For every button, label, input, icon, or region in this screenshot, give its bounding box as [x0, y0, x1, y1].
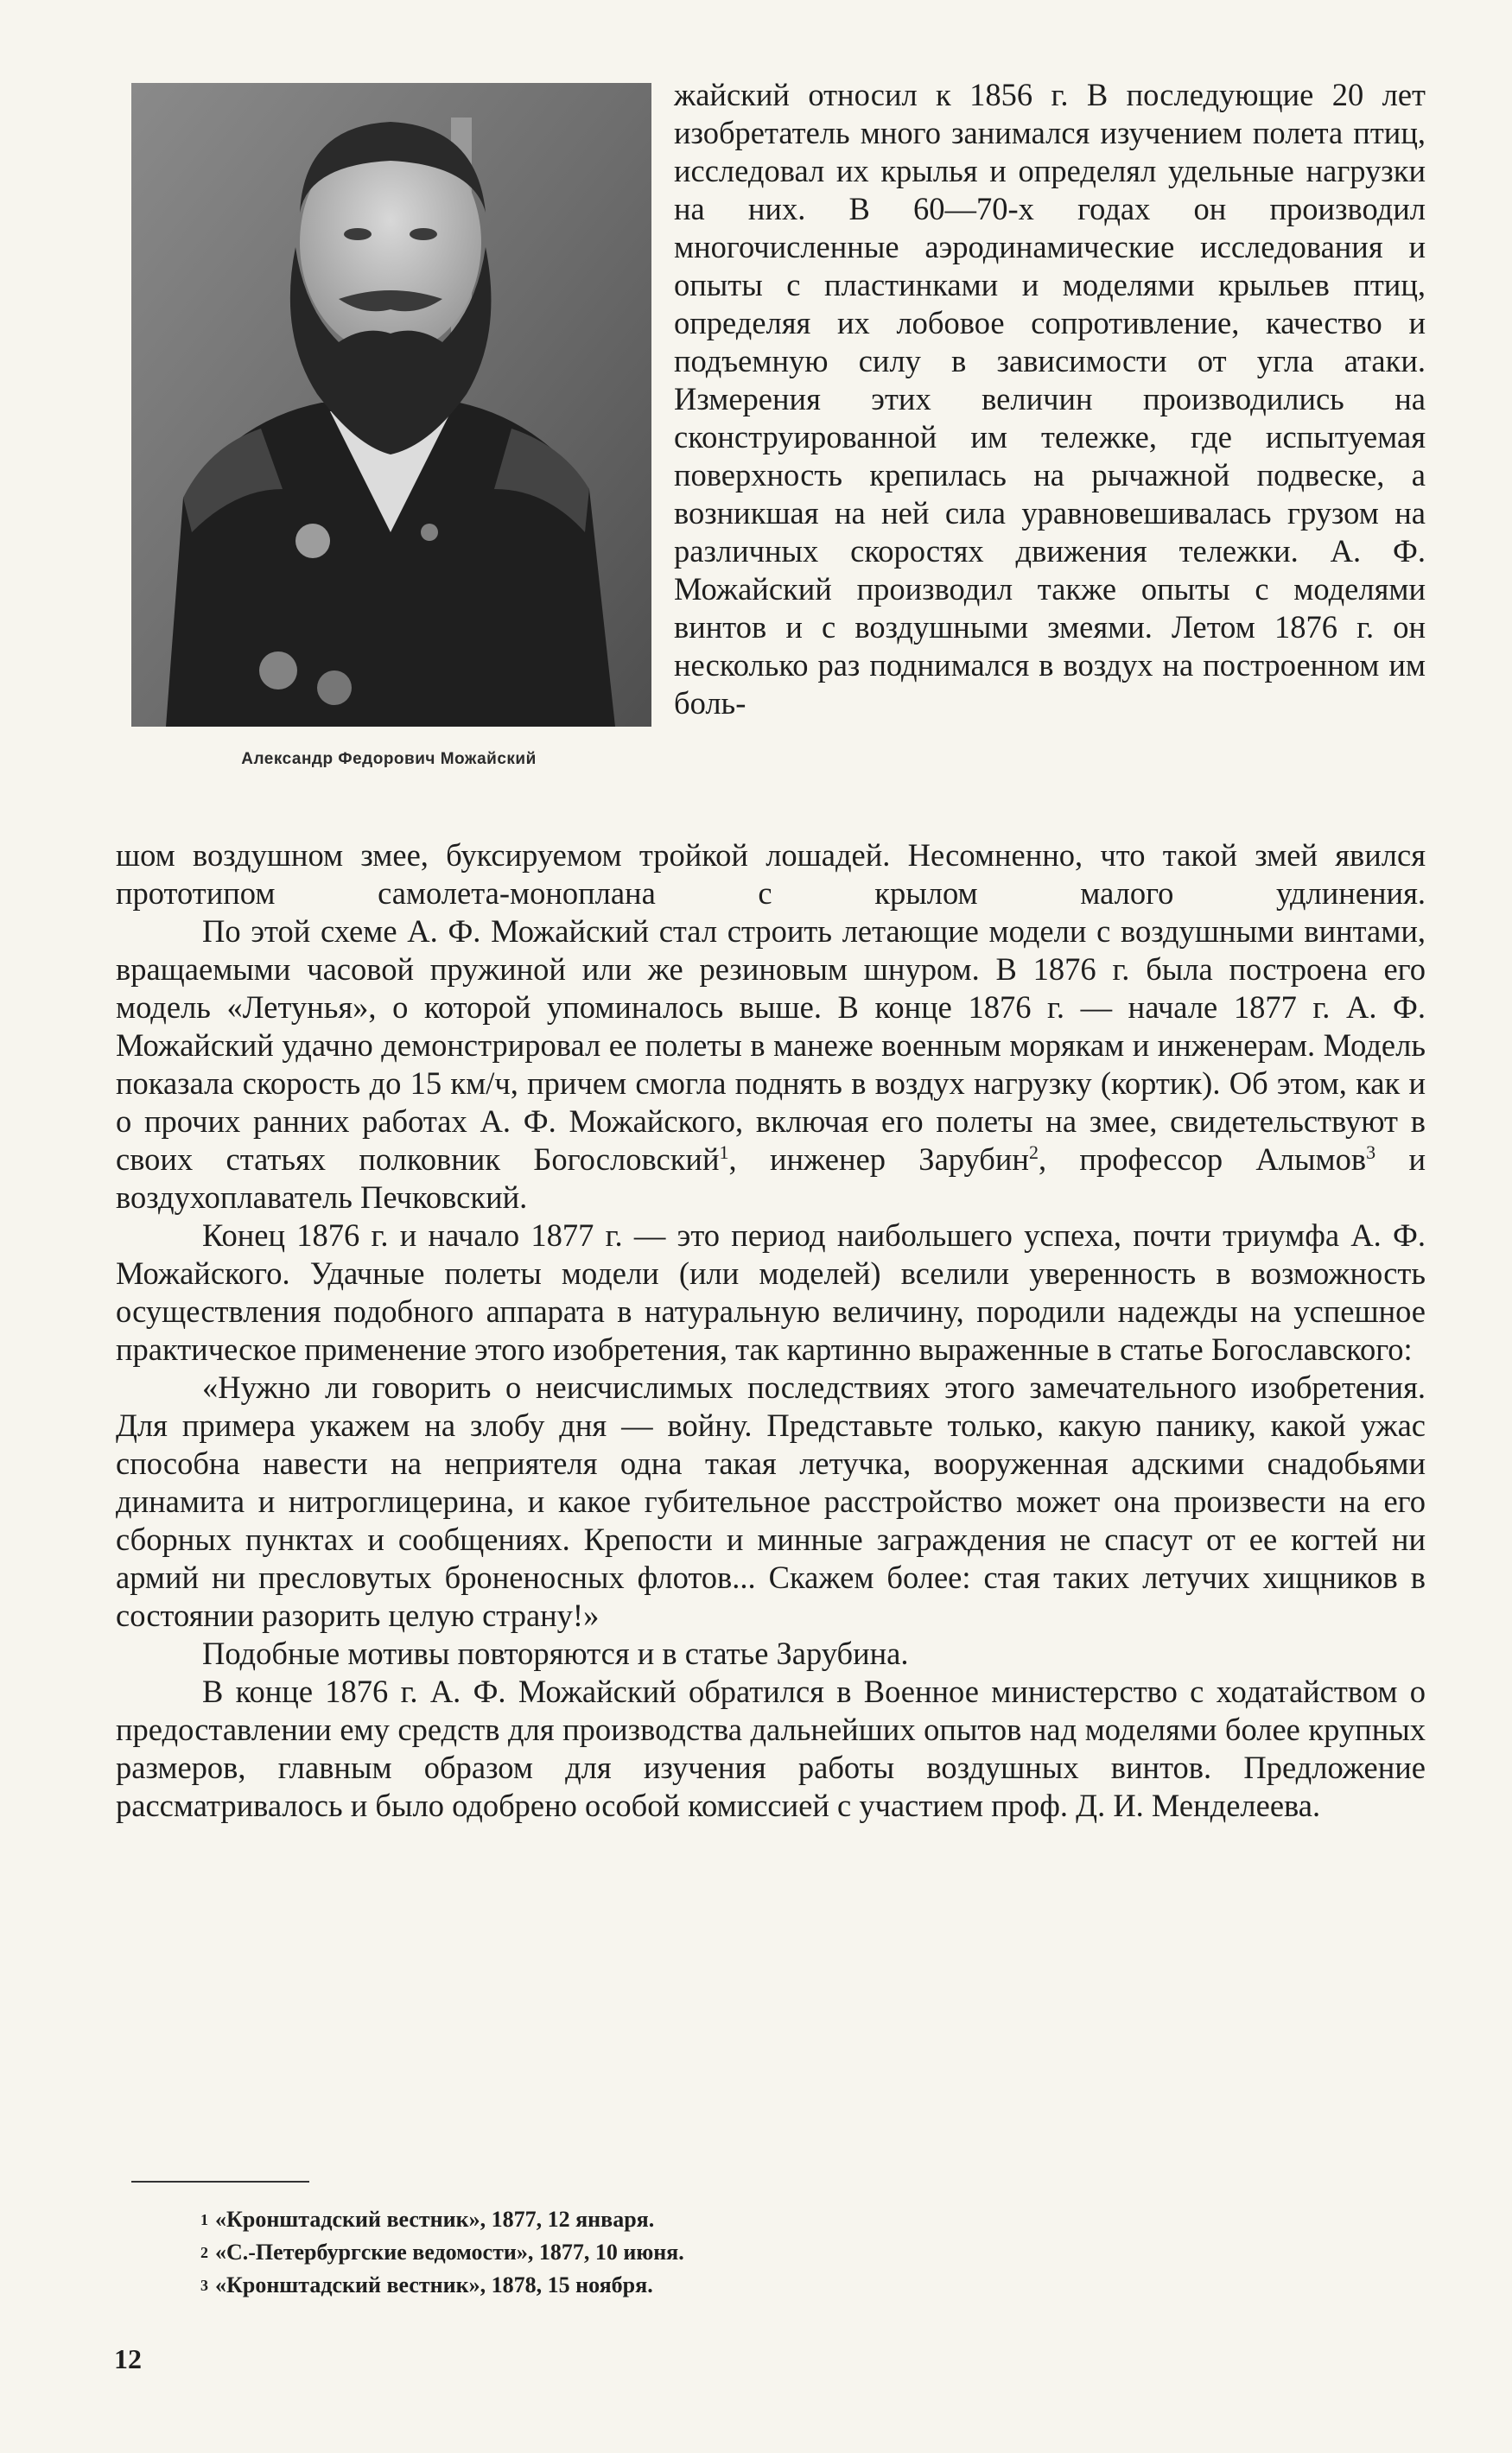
footnote-1: [200, 2203, 1324, 2236]
body-text: [116, 836, 1426, 1825]
paragraph-models-text: По этой схеме А. Ф. Можайский стал строить летающие модели с воздушными винтами, вращаемыми часовой пружиной или же резиновым шнуром. В 1876 г. была построена его модель «Летунья», о которой упоминалось выше. В конце 1876 г. — начале 1877 г. А. Ф. Можайский удачно демонстрировал ее полеты в манеже военным морякам и инженерам. Модель показала скорость до 15 км/ч, причем смогла поднять в воздух нагрузку (кортик). Об этом, как и о прочих ранних работах А. Ф. Можайского, включая его полеты на змее, свидетельствуют в своих статьях полковник Богословский: [116, 913, 1426, 1177]
footnote-mark-3: 3: [200, 2277, 208, 2294]
portrait-photo: [131, 83, 651, 727]
paragraph-quote: «Нужно ли говорить о неисчислимых последствиях этого замечательного изобретения. Для примера укажем на злобу дня — войну. Представьте только, какую панику, какой ужас способна навести на неприятеля одна такая летучка, вооруженная адскими снадобьями динамита и нитроглицерина, и какое губительное расстройство может она произвести на его сборных пунктах и сообщениях. Крепости и минные заграждения не спасут от ее когтей ни армий ни пресловутых броненосных флотов... Скажем более: стая таких летучих хищников в состоянии разорить целую страну!»: [116, 1369, 1426, 1633]
footnote-text-2: «С.-Петербургские ведомости», 1877, 10 июня.: [215, 2240, 684, 2265]
footnote-mark-2: 2: [200, 2244, 208, 2261]
footnote-3: [200, 2269, 1324, 2302]
paragraph-models-text-3: , профессор Алымов: [1038, 1141, 1367, 1177]
paragraph-continuation: шом воздушном змее, буксируемом тройкой лошадей. Несомненно, что такой змей явился прототипом самолета-моноплана с крылом малого удлинения.: [116, 837, 1426, 911]
footnote-ref-1: 1: [719, 1141, 729, 1163]
wrapped-column-text: жайский относил к 1856 г. В последующие 20 лет изобретатель много занимался изучением полета птиц, исследовал их крылья и определял удельные нагрузки на них. В 60—70-х годах он производил многочисленные аэродинамические исследования и опыты с пластинками и моделями крыльев птиц, определяя их лобовое сопротивление, качество и подъемную силу в зависимости от угла атаки. Измерения этих величин производились на сконструированной им тележке, где испытуемая поверхность крепилась на рычажной подвеске, а возникшая на ней сила уравновешивалась грузом на различных скоростях движения тележки. А. Ф. Можайский производил также опыты с моделями винтов и с воздушными змеями. Летом 1876 г. он несколько раз поднимался в воздух на построенном им боль-: [674, 77, 1426, 721]
figure-caption: Александр Федорович Можайский: [241, 750, 537, 768]
paragraph-triumph: Конец 1876 г. и начало 1877 г. — это период наибольшего успеха, почти триумфа А. Ф. Можайского. Удачные полеты модели (или моделей) вселили уверенность в возможность осуществления подобного аппарата в натуральную величину, породили надежды на успешное практическое применение этого изобретения, так картинно выраженные в статье Богославского:: [116, 1217, 1426, 1367]
paragraph-ministry: В конце 1876 г. А. Ф. Можайский обратился в Военное министерство с ходатайством о предоставлении ему средств для производства дальнейших опытов над моделями более крупных размеров, главным образом для изучения работы воздушных винтов. Предложение рассматривалось и было одобрено особой комиссией с участием проф. Д. И. Менделеева.: [116, 1674, 1426, 1823]
footnote-2: [200, 2236, 1324, 2269]
footnote-mark-1: 1: [200, 2211, 208, 2228]
paragraph-models-text-4: и воздухоплаватель Печковский.: [116, 1141, 1426, 1215]
footnotes: [200, 2203, 1324, 2302]
footnote-ref-2: 2: [1028, 1141, 1039, 1163]
footnote-text-1: «Кронштадский вестник», 1877, 12 января.: [215, 2207, 655, 2232]
paragraph-models: [116, 912, 1426, 1217]
footnote-text-3: «Кронштадский вестник», 1878, 15 ноября.: [215, 2272, 653, 2297]
page-number: 12: [114, 2343, 142, 2374]
footnote-divider: [131, 2181, 309, 2183]
footnote-ref-3: 3: [1366, 1141, 1376, 1163]
paragraph-zarubin: Подобные мотивы повторяются и в статье Зарубина.: [202, 1636, 909, 1671]
paragraph-models-text-2: , инженер Зарубин: [728, 1141, 1029, 1177]
